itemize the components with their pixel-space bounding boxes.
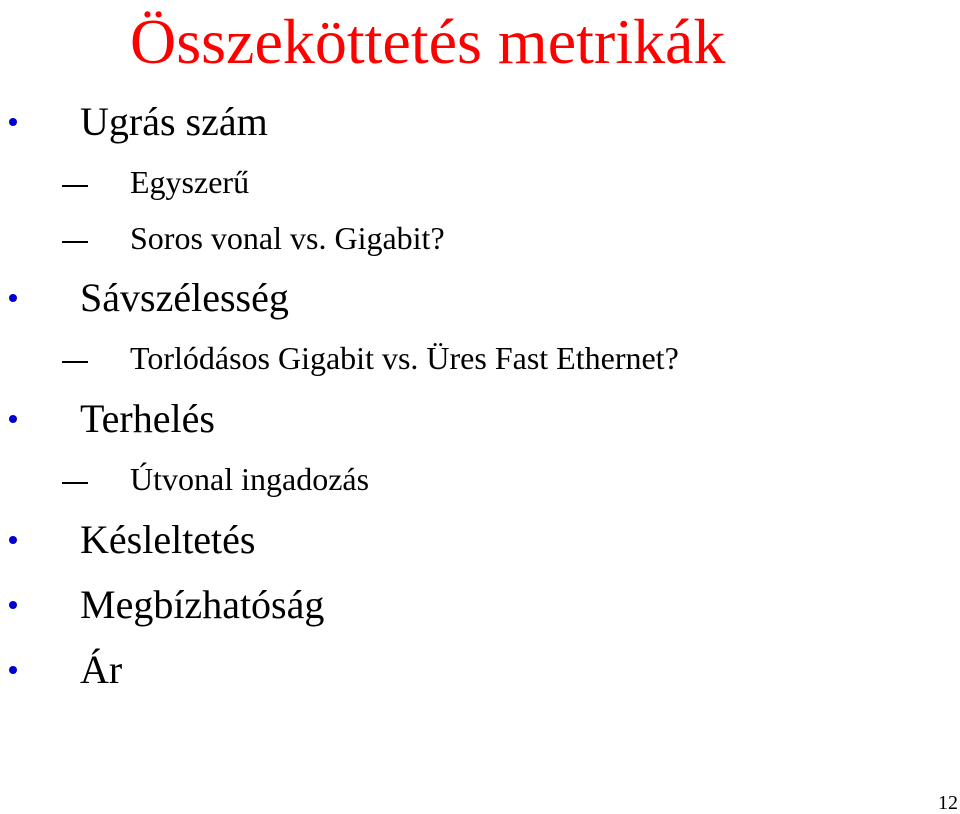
bullet-dot-icon — [9, 294, 17, 302]
sub-item-egyszeru — [0, 161, 960, 201]
bullet-text: Megbízhatóság — [80, 582, 325, 627]
bullet-item-ugras-szam — [0, 96, 960, 148]
sub-item-soros-vonal — [0, 217, 960, 257]
dash-icon — [62, 482, 88, 484]
sub-item-text: Torlódásos Gigabit vs. Üres Fast Ethernet? — [130, 340, 679, 376]
sub-item-text: Útvonal ingadozás — [130, 461, 370, 497]
dash-icon — [62, 241, 88, 243]
sub-item-utvonal-ingadozas — [0, 458, 960, 498]
bullet-item-terheles — [0, 393, 960, 445]
sub-item-text: Soros vonal vs. Gigabit? — [130, 220, 445, 256]
dash-icon — [62, 361, 88, 363]
bullet-dot-icon — [9, 536, 17, 544]
bullet-item-kesleltetes — [0, 514, 960, 566]
bullet-dot-icon — [9, 601, 17, 609]
bullet-text: Sávszélesség — [80, 275, 289, 320]
slide-title: Összeköttetés metrikák — [130, 6, 726, 77]
bullet-text: Ár — [80, 647, 123, 692]
page-number: 12 — [938, 792, 958, 814]
bullet-text: Késleltetés — [80, 517, 256, 562]
bullet-dot-icon — [9, 666, 17, 674]
bullet-dot-icon — [9, 415, 17, 423]
bullet-text: Ugrás szám — [80, 99, 268, 144]
dash-icon — [62, 185, 88, 187]
sub-item-torlodasos — [0, 337, 960, 377]
bullet-item-ar — [0, 644, 960, 696]
bullet-item-megbizhatosag — [0, 579, 960, 631]
bullet-dot-icon — [9, 118, 17, 126]
bullet-text: Terhelés — [80, 396, 215, 441]
sub-item-text: Egyszerű — [130, 164, 250, 200]
bullet-item-savszelesseg — [0, 272, 960, 324]
